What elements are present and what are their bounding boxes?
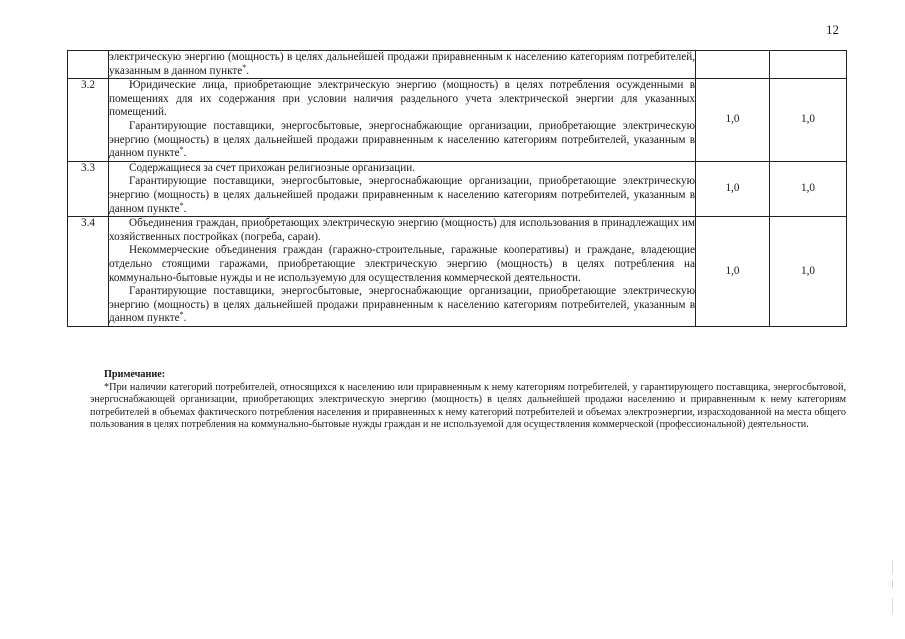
paragraph-text: Юридические лица, приобретающие электрическую энергию (мощность) в целях потребления осужденными в помещениях для их содержания при условии наличия раздельного учета электрической энергии для указанных помещений. [109, 79, 695, 119]
row-number: 3.4 [68, 217, 109, 327]
row-number [68, 51, 109, 79]
paragraph-text: Объединения граждан, приобретающих электрическую энергию (мощность) для использования в принадлежащих им хозяйственных постройках (погреба, сараи). [109, 217, 695, 243]
row-description [109, 51, 696, 79]
footnote-asterisk: * [179, 145, 184, 155]
coefficient-value-1: 1,0 [696, 217, 770, 327]
row-description [109, 79, 696, 162]
table-row [68, 161, 847, 216]
row-number: 3.3 [68, 161, 109, 216]
coefficient-value-2 [770, 51, 847, 79]
page-number: 12 [826, 22, 839, 37]
sentence-period: . [246, 64, 250, 77]
row-description [109, 217, 696, 327]
description-paragraph [109, 244, 695, 285]
description-paragraph [109, 79, 695, 120]
coefficient-value-2: 1,0 [770, 161, 847, 216]
row-description [109, 161, 696, 216]
description-paragraph [109, 51, 695, 78]
table-row [68, 79, 847, 162]
paragraph-text: Гарантирующие поставщики, энергосбытовые, энергоснабжающие организации, приобретающие электрическую энергию (мощность) в целях дальнейшей продажи приравненным к населению категориям потребителей, указанным в данном пункте [109, 175, 695, 215]
table-body [68, 51, 847, 327]
paragraph-text: Содержащиеся за счет прихожан религиозные организации. [129, 161, 416, 174]
footnote-asterisk: * [179, 200, 184, 210]
description-paragraph [109, 175, 695, 216]
footnote-asterisk: * [242, 62, 247, 72]
scan-edge-mark [892, 598, 893, 614]
sentence-period: . [183, 312, 187, 325]
coefficient-value-1 [696, 51, 770, 79]
sentence-period: . [183, 202, 187, 215]
coefficient-value-1: 1,0 [696, 79, 770, 162]
sentence-period: . [183, 147, 187, 160]
paragraph-text: Гарантирующие поставщики, энергосбытовые, энергоснабжающие организации, приобретающие электрическую энергию (мощность) в целях дальнейшей продажи приравненным к населению категориям потребителей, указанным в данном пункте [109, 119, 695, 160]
description-paragraph [109, 285, 695, 326]
table-row [68, 217, 847, 327]
note-title: Примечание: [104, 369, 166, 380]
paragraph-text: Некоммерческие объединения граждан (гаражно-строительные, гаражные кооперативы) и граждане, владеющие отдельно стоящими гаражами, приобретающие электрическую энергию (мощность) в целях потребления на коммунально-бытовые нужды и не используемую для осуществления коммерческой деятельности. [109, 244, 695, 284]
tariff-coefficient-table [67, 50, 847, 327]
table-row [68, 51, 847, 79]
description-paragraph [109, 162, 695, 176]
description-paragraph [109, 120, 695, 161]
scan-edge-mark [892, 560, 893, 574]
coefficient-value-2: 1,0 [770, 217, 847, 327]
row-number: 3.2 [68, 79, 109, 162]
paragraph-text: электрическую энергию (мощность) в целях дальнейшей продажи приравненным к населению категориям потребителей, указанным в данном пункте [109, 51, 695, 77]
note-body: *При наличии категорий потребителей, относящихся к населению или приравненным к нему категориям потребителей, у гарантирующего поставщика, энергосбытовой, энергоснабжающей организации, приобретающих электрическую энергию (мощность) в целях дальнейшей продажи населению и приравненным к нему категориям потребителей в объемах фактического потребления населения и приравненных к нему категорий потребителей и объемах электроэнергии, израсходованной на места общего пользования в целях потребления на коммунально-бытовые нужды граждан и не используемой для осуществления коммерческой (профессиональной) деятельности. [90, 381, 846, 431]
paragraph-text: Гарантирующие поставщики, энергосбытовые, энергоснабжающие организации, приобретающие электрическую энергию (мощность) в целях дальнейшей продажи приравненным к населению категориям потребителей, указанным в данном пункте [109, 285, 695, 325]
footnote-asterisk: * [179, 310, 184, 320]
coefficient-value-2: 1,0 [770, 79, 847, 162]
note-section [90, 369, 846, 432]
description-paragraph [109, 217, 695, 244]
coefficient-value-1: 1,0 [696, 161, 770, 216]
scan-edge-mark [892, 580, 893, 588]
